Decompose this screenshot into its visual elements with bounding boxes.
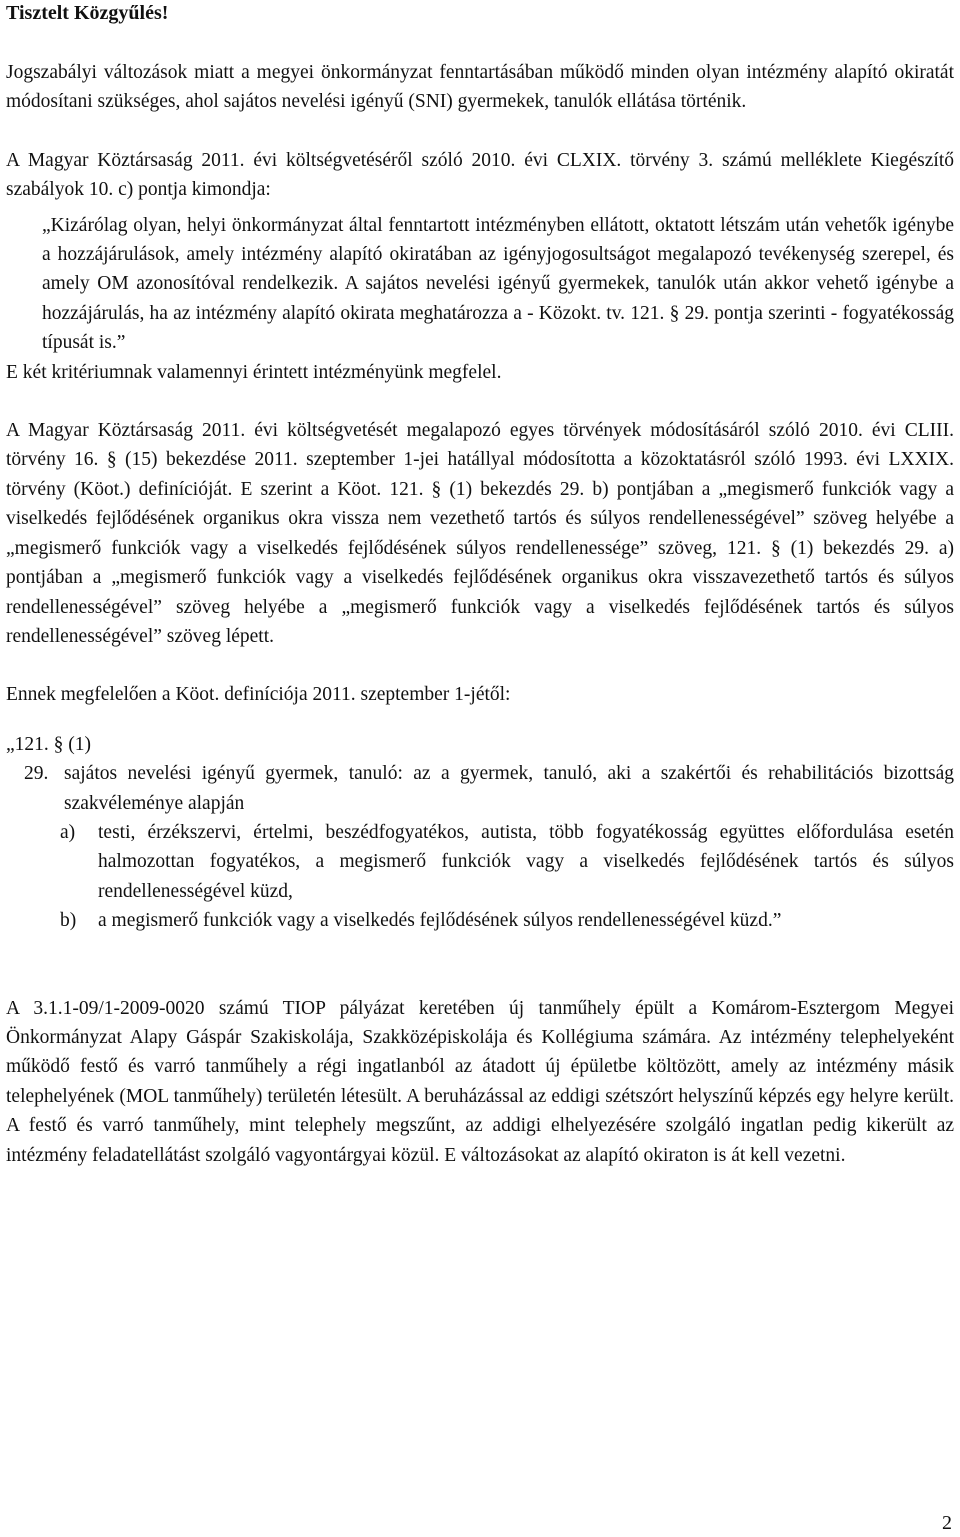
- document-page: [6, 0, 954, 1170]
- list-item-letter: b): [60, 910, 77, 932]
- definition-text: sajátos nevelési igényű gyermek, tanuló: az a gyermek, tanuló, aki a szakértői és rehabilitációs bizottság szakvéleménye alapján: [64, 763, 954, 814]
- paragraph-law-reference: A Magyar Köztársaság 2011. évi költségvetéséről szóló 2010. évi CLXIX. törvény 3. számú melléklete Kiegészítő szabályok 10. c) pontja kimondja:: [6, 149, 954, 201]
- page-heading: Tisztelt Közgyűlés!: [6, 2, 169, 24]
- definition-head: „121. § (1): [6, 733, 92, 755]
- list-item-text: a megismerő funkciók vagy a viselkedés fejlődésének súlyos rendellenességével küzd.”: [98, 910, 782, 932]
- definition-number: 29.: [24, 763, 49, 785]
- list-item-text: testi, érzékszervi, értelmi, beszédfogyatékos, autista, több fogyatékosság együttes előfordulása esetén halmozottan fogyatékos, a megismerő funkciók vagy a viselkedés fejlődésének tartós és súlyos rendellenességével küzd,: [98, 821, 954, 902]
- paragraph-definition-intro: Ennek megfelelően a Köot. definíciója 2011. szeptember 1-jétől:: [6, 684, 511, 706]
- list-item-letter: a): [60, 821, 76, 843]
- paragraph-criteria: E két kritériumnak valamennyi érintett intézményünk megfelel.: [6, 361, 502, 383]
- list-item: [60, 818, 954, 906]
- paragraph-intro: Jogszabályi változások miatt a megyei önkormányzat fenntartásában működő minden olyan intézmény alapító okiratát módosítani szükséges, ahol sajátos nevelési igényű (SNI) gyermekek, tanulók ellátása történik.: [6, 62, 954, 113]
- definition-block: [6, 730, 954, 936]
- definition-subitems: [60, 818, 954, 936]
- quote-block: „Kizárólag olyan, helyi önkormányzat által fenntartott intézményben ellátott, oktatott létszám után vehetők igénybe a hozzájárulások, amely intézmény alapító okiratában az igényjogosultságot megalapozó tevékenység szerepel, és amely OM azonosítóval rendelkezik. A sajátos nevelési igényű gyermekek, tanulók után akkor vehető igénybe a hozzájárulás, ha az intézmény alapító okirata meghatározza a - Közokt. tv. 121. § 29. pontja szerinti - fogyatékosság típusát is.”: [42, 214, 954, 354]
- list-item: [60, 906, 954, 935]
- page-number: 2: [942, 1512, 952, 1534]
- paragraph-tiop-project: A 3.1.1-09/1-2009-0020 számú TIOP pályázat keretében új tanműhely épült a Komárom-Esztergom Megyei Önkormányzat Alapy Gáspár Szakiskolája, Szakközépiskolája és Kollégiuma számára. Az intézmény telephelyeként működő festő és varró tanműhely a régi ingatlanból az átadott új épületbe költözött, amely az intézmény másik telephelyének (MOL tanműhely) területén létesült. A beruházással az eddigi szétszórt helyszínű képzés egy helyre került. A festő és varró tanműhely, mint telephely megszűnt, az addigi elhelyezésére szolgáló ingatlan pedig kikerült az intézmény feladatellátást szolgáló vagyontárgyai közül. E változásokat az alapító okiraton is át kell vezetni.: [6, 997, 954, 1166]
- paragraph-amendment: A Magyar Köztársaság 2011. évi költségvetését megalapozó egyes törvények módosításáról szóló 2010. évi CLIII. törvény 16. § (15) bekezdése 2011. szeptember 1-jei hatállyal módosította a közoktatásról szóló 1993. évi LXXIX. törvény (Köot.) definícióját. E szerint a Köot. 121. § (1) bekezdés 29. b) pontjában a „megismerő funkciók vagy a viselkedés fejlődésének organikus okra vissza nem vezethető tartós és súlyos rendellenességével” szöveg helyébe a „megismerő funkciók vagy a viselkedés fejlődésének súlyos rendellenessége” szöveg, 121. § (1) bekezdés 29. a) pontjában a „megismerő funkciók vagy a viselkedés fejlődésének organikus okra visszavezethető tartós és súlyos rendellenességével” szöveg helyébe a „megismerő funkciók vagy a viselkedés fejlődésének tartós és súlyos rendellenességével” szöveg lépett.: [6, 420, 954, 647]
